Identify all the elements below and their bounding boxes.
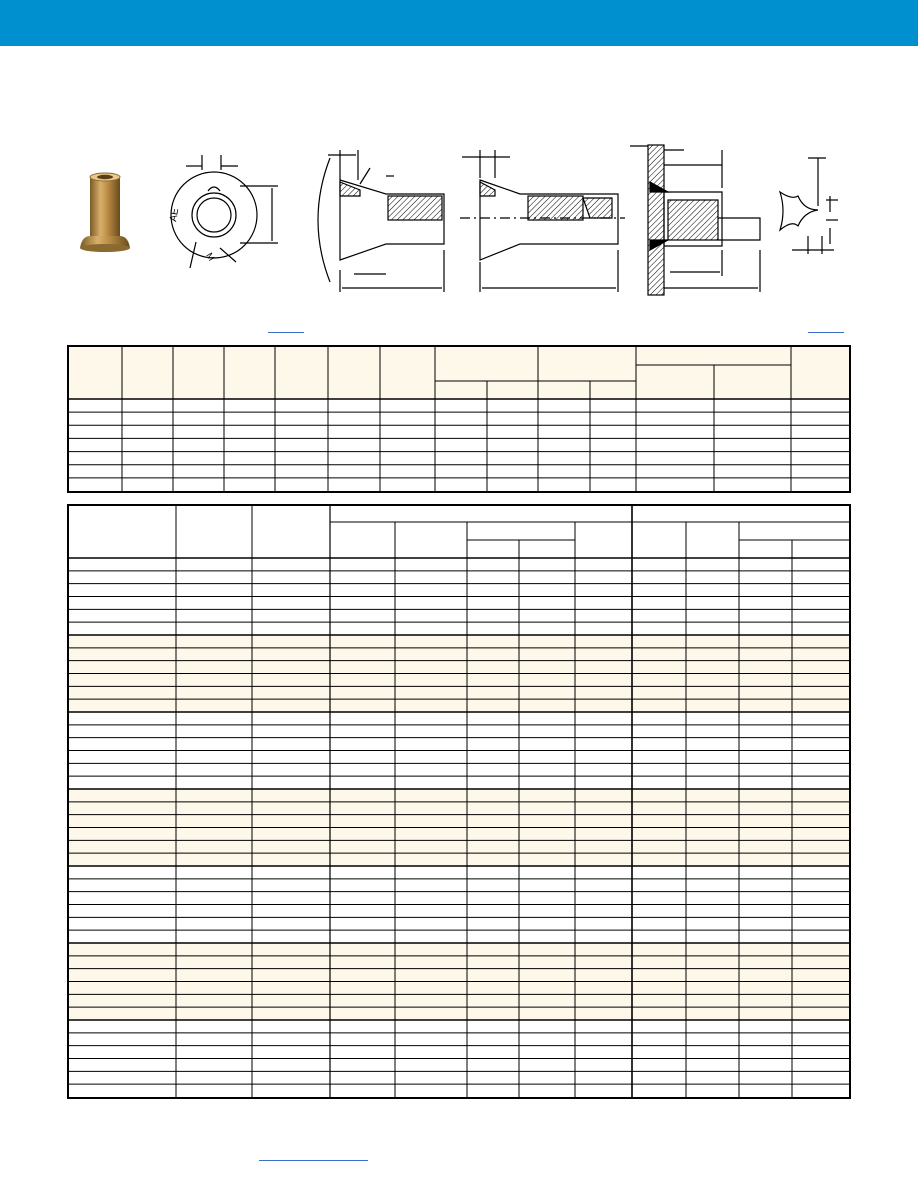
svg-text:M: M [204, 251, 217, 263]
rivet-nut-photo-icon [80, 173, 130, 252]
header-bar [0, 0, 918, 46]
dimension-table [67, 345, 851, 493]
link-underline[interactable] [268, 332, 304, 333]
hole-detail-icon [780, 158, 838, 254]
link-underline[interactable] [808, 332, 844, 333]
installed-rivet-nut-icon [630, 145, 760, 295]
rivet-nut-section-icon [318, 150, 444, 292]
grip-range-table [67, 504, 851, 1099]
product-illustrations [0, 130, 918, 310]
svg-text:AE: AE [168, 207, 182, 223]
rivet-nut-section-alt-icon [460, 150, 625, 292]
head-end-view-icon [168, 155, 278, 268]
footer-link-underline[interactable] [259, 1160, 368, 1161]
table-header [69, 347, 849, 399]
